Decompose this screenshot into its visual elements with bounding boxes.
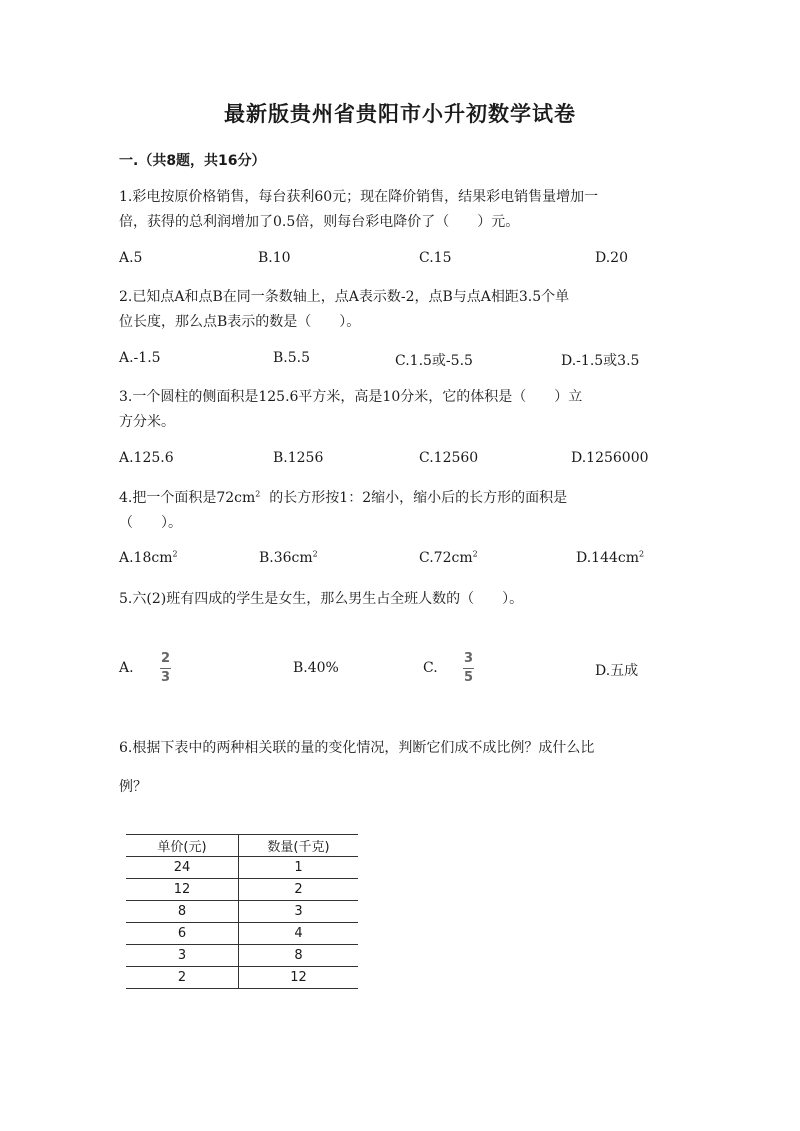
question-1-line-2: 倍，获得的总利润增加了0.5倍，则每台彩电降价了（ ）元。: [119, 214, 520, 230]
question-1: [119, 185, 685, 235]
price-quantity-table: [126, 834, 358, 989]
cell-unit-price: 12: [126, 879, 239, 901]
cell-unit-price: 24: [126, 857, 239, 879]
question-3-line-1: 3.一个圆柱的侧面积是125.6平方米，高是10分米，它的体积是（ ）立: [119, 389, 583, 405]
table-row: [126, 923, 358, 945]
q4-option-a: $A.18cm^2$: [119, 549, 178, 566]
q1-option-a: A.5: [119, 250, 143, 266]
table-row: [126, 857, 358, 879]
header-quantity: 数量(千克): [239, 835, 359, 857]
cell-unit-price: 8: [126, 901, 239, 923]
q1-option-c: C.15: [419, 250, 452, 266]
cell-quantity: 2: [239, 879, 359, 901]
fraction-bar: [160, 668, 171, 669]
page-title: 最新版贵州省贵阳市小升初数学试卷: [224, 102, 576, 126]
q3-option-d: D.1256000: [571, 450, 649, 466]
q1-option-b: B.10: [258, 250, 291, 266]
q3-option-c: C.12560: [419, 450, 479, 466]
q5-option-c-label: C.: [423, 660, 438, 676]
q4-option-c: $C.72cm^2$: [419, 549, 478, 566]
question-3-line-2: 方分米。: [119, 414, 175, 430]
question-6-line-2: 例？: [119, 779, 147, 795]
question-5-line-1: 5.六(2)班有四成的学生是女生，那么男生占全班人数的（ ）。: [119, 591, 524, 607]
question-2: [119, 285, 685, 335]
fraction-denominator: 5: [463, 670, 474, 685]
q2-option-b: B.5.5: [273, 350, 311, 366]
question-4-line-1-start: 4.把一个面积是72cm: [119, 490, 256, 506]
table-row: [126, 901, 358, 923]
question-4: [119, 486, 685, 536]
fraction-numerator: 3: [463, 651, 474, 666]
question-2-line-1: 2.已知点A和点B在同一条数轴上，点A表示数-2，点B与点A相距3.5个单: [119, 289, 570, 305]
q5-option-a-label: A.: [119, 660, 134, 676]
question-1-line-1: 1.彩电按原价格销售，每台获利60元；现在降价销售，结果彩电销售量增加一: [119, 189, 599, 205]
cell-unit-price: 2: [126, 967, 239, 989]
cell-quantity: 1: [239, 857, 359, 879]
cell-quantity: 4: [239, 923, 359, 945]
q1-option-d: D.20: [595, 250, 628, 266]
header-unit-price: 单价(元): [126, 835, 239, 857]
q2-option-d: D.-1.5或3.5: [561, 353, 640, 369]
q4-option-b: $B.36cm^2$: [259, 549, 318, 566]
square-superscript: 2: [255, 489, 261, 499]
cell-quantity: 8: [239, 945, 359, 967]
fraction-denominator: 3: [160, 670, 171, 685]
question-3: [119, 385, 685, 435]
question-2-line-2: 位长度，那么点B表示的数是（ ）。: [119, 314, 361, 330]
cell-quantity: 12: [239, 967, 359, 989]
table-row: [126, 879, 358, 901]
q2-option-c: C.1.5或-5.5: [395, 353, 473, 369]
question-6-line-1: 6.根据下表中的两种相关联的量的变化情况，判断它们成不成比例？成什么比: [119, 740, 595, 756]
question-4-line-2: （ ）。: [119, 515, 182, 531]
fraction-bar: [463, 668, 474, 669]
q5-option-b: B.40%: [293, 660, 339, 676]
table-header-row: [126, 835, 358, 857]
cell-quantity: 3: [239, 901, 359, 923]
table-row: [126, 945, 358, 967]
question-4-line-1-end: 的长方形按1：2缩小，缩小后的长方形的面积是: [269, 490, 568, 506]
q3-option-b: B.1256: [273, 450, 324, 466]
cell-unit-price: 6: [126, 923, 239, 945]
table-row: [126, 967, 358, 989]
q5-option-a-fraction: [160, 652, 171, 685]
q3-option-a: A.125.6: [119, 450, 174, 466]
q5-option-c-fraction: [463, 652, 474, 685]
q5-option-d: D.五成: [595, 663, 639, 679]
cell-unit-price: 3: [126, 945, 239, 967]
q4-option-d: $D.144cm^2$: [576, 549, 645, 566]
q2-option-a: A.-1.5: [119, 350, 161, 366]
section-heading: 一.（共8题，共16分）: [119, 153, 266, 169]
fraction-numerator: 2: [160, 651, 171, 666]
question-5: [119, 587, 685, 612]
question-4-line-1: [119, 486, 685, 511]
